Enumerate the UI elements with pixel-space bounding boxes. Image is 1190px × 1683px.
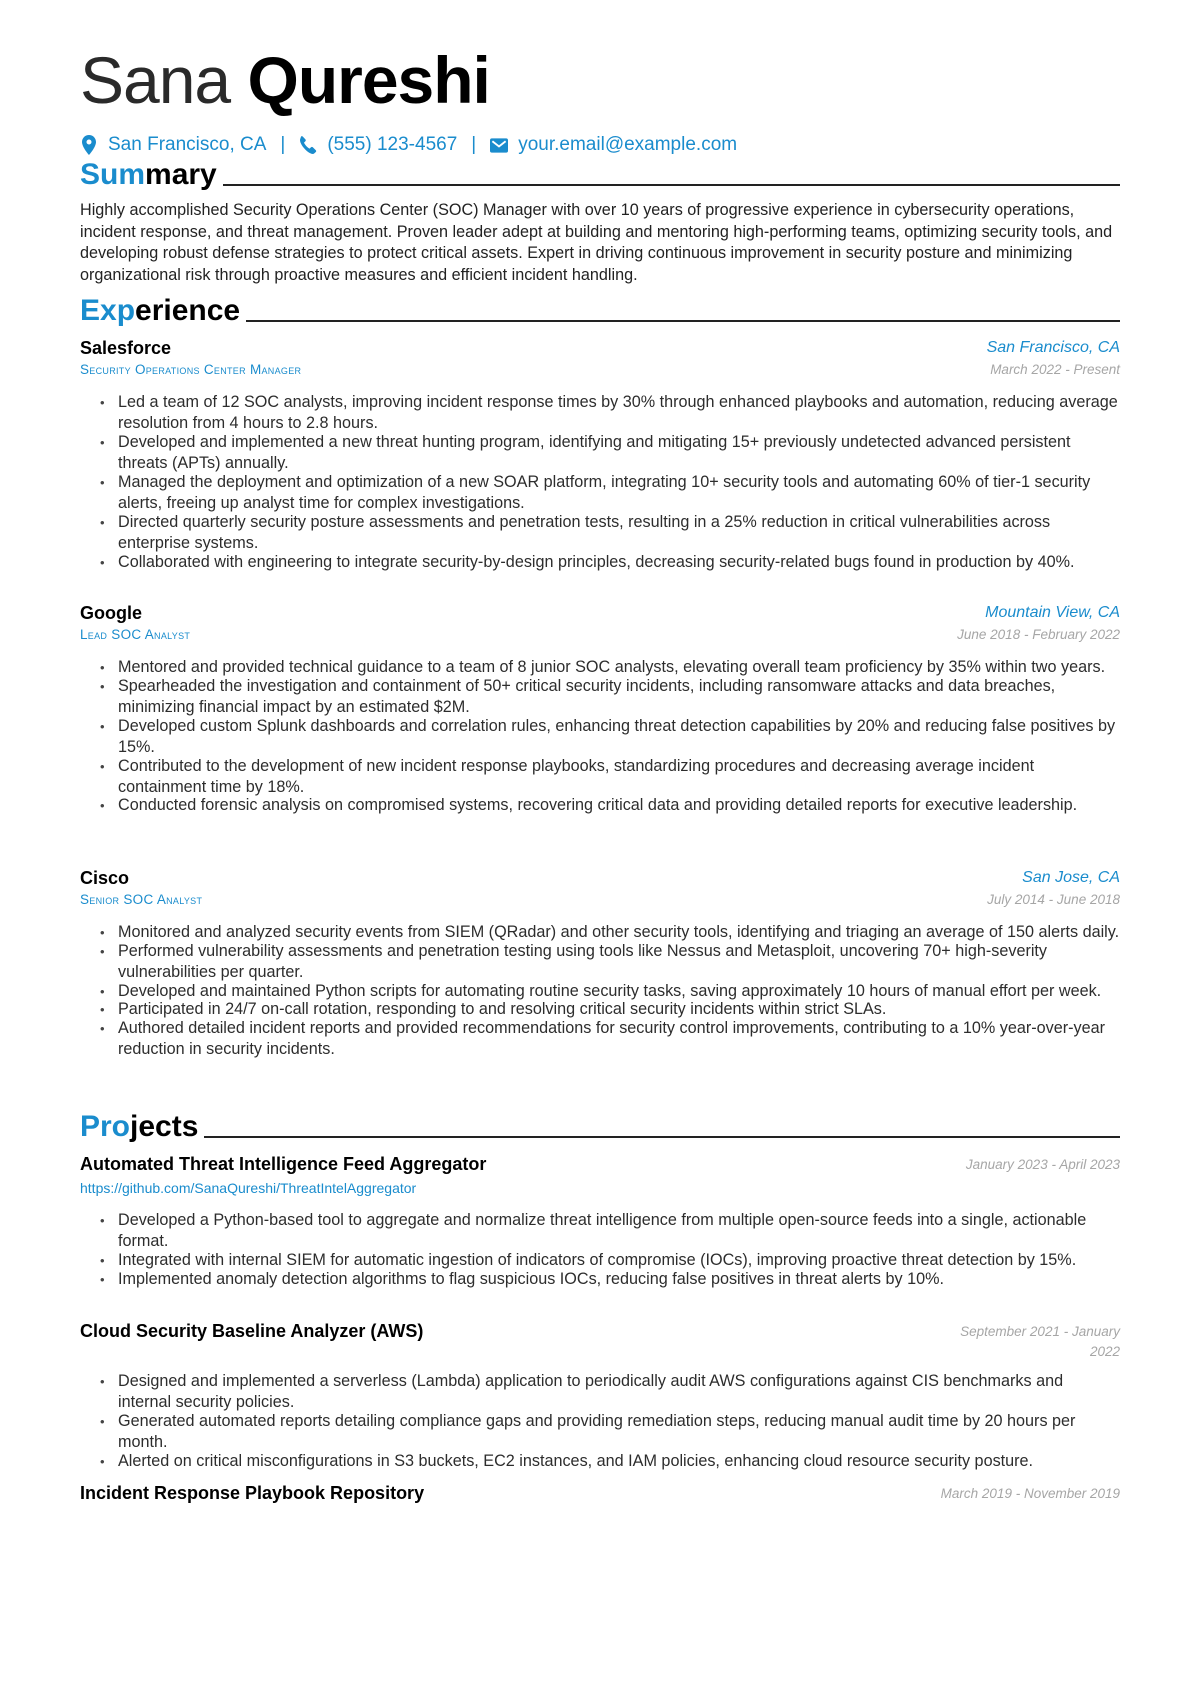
bullet-item: • Directed quarterly security posture assessments and penetration tests, resulting in a 25% reduction in critical vulnerabilities across enterprise systems.	[118, 512, 1120, 554]
map-marker-icon	[80, 135, 98, 155]
section-title	[80, 158, 217, 192]
section-title-rest: jects	[130, 1110, 199, 1143]
project-name: Incident Response Playbook Repository	[80, 1483, 425, 1503]
contact-phone[interactable]: (555) 123-4567	[327, 134, 458, 155]
section-title-rest: mary	[145, 158, 217, 191]
bullet-item: • Mentored and provided technical guidance to a team of 8 junior SOC analysts, elevating overall team proficiency by 35% within two years.	[118, 657, 1120, 678]
job-role: Security Operations Center Manager	[80, 362, 302, 377]
job-dates: June 2018 - February 2022	[957, 627, 1120, 642]
summary-text: Highly accomplished Security Operations Center (SOC) Manager with over 10 years of progressive experience in cybersecurity operations, incident response, and threat management. Proven leader adept at building and mentoring high-performing teams, optimizing security tools, and developing robust defense strategies to protect critical assets. Expert in driving continuous improvement in security posture and minimizing organizational risk through proactive measures and efficient incident handling.	[80, 201, 1113, 284]
bullet-item: • Developed custom Splunk dashboards and correlation rules, enhancing threat detection capabilities by 20% and reducing false positives by 15%.	[118, 716, 1120, 758]
contact-separator: |	[471, 134, 477, 155]
bullet-item: • Alerted on critical misconfigurations in S3 buckets, EC2 instances, and IAM policies, enhancing cloud resource security posture.	[118, 1451, 1120, 1472]
job-company: Cisco	[80, 868, 130, 888]
job-dates: July 2014 - June 2018	[987, 892, 1120, 907]
job-company: Google	[80, 603, 142, 623]
section-title	[80, 1110, 198, 1144]
bullet-item: • Conducted forensic analysis on compromised systems, recovering critical data and providing detailed reports for executive leadership.	[118, 795, 1120, 816]
bullet-item: • Developed and maintained Python scripts for automating routine security tasks, saving approximately 10 hours of manual effort per week.	[118, 981, 1120, 1002]
last-name: Qureshi	[247, 43, 490, 117]
job-company: Salesforce	[80, 338, 172, 358]
bullet-item: • Led a team of 12 SOC analysts, improving incident response times by 30% through enhanced playbooks and automation, reducing average resolution from 4 hours to 2.8 hours.	[118, 392, 1120, 434]
project-dates: January 2023 - April 2023	[965, 1157, 1120, 1172]
section-heading-experience	[80, 294, 1120, 328]
bullet-item: • Designed and implemented a serverless (Lambda) application to periodically audit AWS configurations against CIS benchmarks and internal security policies.	[118, 1371, 1120, 1413]
project-dates-line: September 2021 - January	[960, 1324, 1120, 1339]
contact-line	[80, 134, 737, 156]
bullet-item: • Spearheaded the investigation and containment of 50+ critical security incidents, including ransomware attacks and data breaches, minimizing financial impact by an estimated $2M.	[118, 676, 1120, 718]
bullet-item: • Participated in 24/7 on-call rotation, responding to and resolving critical security incidents within strict SLAs.	[118, 999, 1120, 1020]
section-rule	[204, 1136, 1120, 1138]
envelope-icon	[490, 135, 508, 155]
section-rule	[246, 320, 1120, 322]
job-location: San Jose, CA	[1022, 869, 1120, 886]
section-title-rest: erience	[135, 294, 241, 327]
job-bullets	[118, 657, 1120, 814]
project-bullets	[118, 1371, 1120, 1470]
bullet-item: • Collaborated with engineering to integrate security-by-design principles, decreasing security-related bugs found in production by 40%.	[118, 552, 1120, 573]
section-title-accent: Pro	[80, 1110, 131, 1143]
bullet-item: • Developed and implemented a new threat hunting program, identifying and mitigating 15+ previously undetected advanced persistent threats (APTs) annually.	[118, 432, 1120, 474]
project-dates	[960, 1322, 1120, 1362]
bullet-item: • Generated automated reports detailing compliance gaps and providing remediation steps, reducing manual audit time by 20 hours per month.	[118, 1411, 1120, 1453]
job-role: Senior SOC Analyst	[80, 892, 203, 907]
contact-email[interactable]: your.email@example.com	[518, 134, 738, 155]
contact-location: San Francisco, CA	[108, 134, 267, 155]
section-title	[80, 294, 240, 328]
bullet-item: • Integrated with internal SIEM for automatic ingestion of indicators of compromise (IOCs), improving proactive threat detection by 15%.	[118, 1250, 1120, 1271]
project-dates-line: 2022	[1089, 1344, 1120, 1359]
bullet-item: • Contributed to the development of new incident response playbooks, standardizing procedures and decreasing average incident containment time by 18%.	[118, 756, 1120, 798]
project-link[interactable]: https://github.com/SanaQureshi/ThreatIntelAggregator	[80, 1180, 417, 1196]
bullet-item: • Implemented anomaly detection algorithms to flag suspicious IOCs, reducing false positives in threat alerts by 10%.	[118, 1269, 1120, 1290]
contact-separator: |	[280, 134, 286, 155]
job-bullets	[118, 922, 1120, 1058]
section-heading-projects	[80, 1110, 1120, 1144]
job-role: Lead SOC Analyst	[80, 627, 191, 642]
section-title-accent: Exp	[80, 294, 136, 327]
bullet-item: • Performed vulnerability assessments and penetration testing using tools like Nessus and Metasploit, uncovering 70+ high-severity vulnerabilities per quarter.	[118, 941, 1120, 983]
job-location: San Francisco, CA	[986, 339, 1120, 356]
job-dates: March 2022 - Present	[990, 362, 1120, 377]
bullet-item: • Authored detailed incident reports and provided recommendations for security control improvements, contributing to a 10% year-over-year reduction in security incidents.	[118, 1018, 1120, 1060]
candidate-name	[80, 40, 490, 120]
section-heading-summary	[80, 158, 1120, 192]
phone-icon	[299, 135, 317, 155]
job-location: Mountain View, CA	[985, 604, 1120, 621]
project-dates: March 2019 - November 2019	[940, 1486, 1120, 1501]
section-title-accent: Sum	[80, 158, 146, 191]
project-name: Cloud Security Baseline Analyzer (AWS)	[80, 1321, 424, 1341]
job-bullets	[118, 392, 1120, 570]
bullet-item: • Managed the deployment and optimization of a new SOAR platform, integrating 10+ security tools and automating 60% of tier-1 security alerts, freeing up analyst time for complex investigations.	[118, 472, 1120, 514]
project-bullets	[118, 1210, 1120, 1287]
project-name: Automated Threat Intelligence Feed Aggregator	[80, 1154, 487, 1174]
bullet-item: • Monitored and analyzed security events from SIEM (QRadar) and other security tools, identifying and triaging an average of 150 alerts daily.	[118, 922, 1120, 943]
bullet-item: • Developed a Python-based tool to aggregate and normalize threat intelligence from multiple open-source feeds into a single, actionable format.	[118, 1210, 1120, 1252]
section-rule	[223, 184, 1120, 186]
first-name: Sana	[80, 43, 231, 117]
